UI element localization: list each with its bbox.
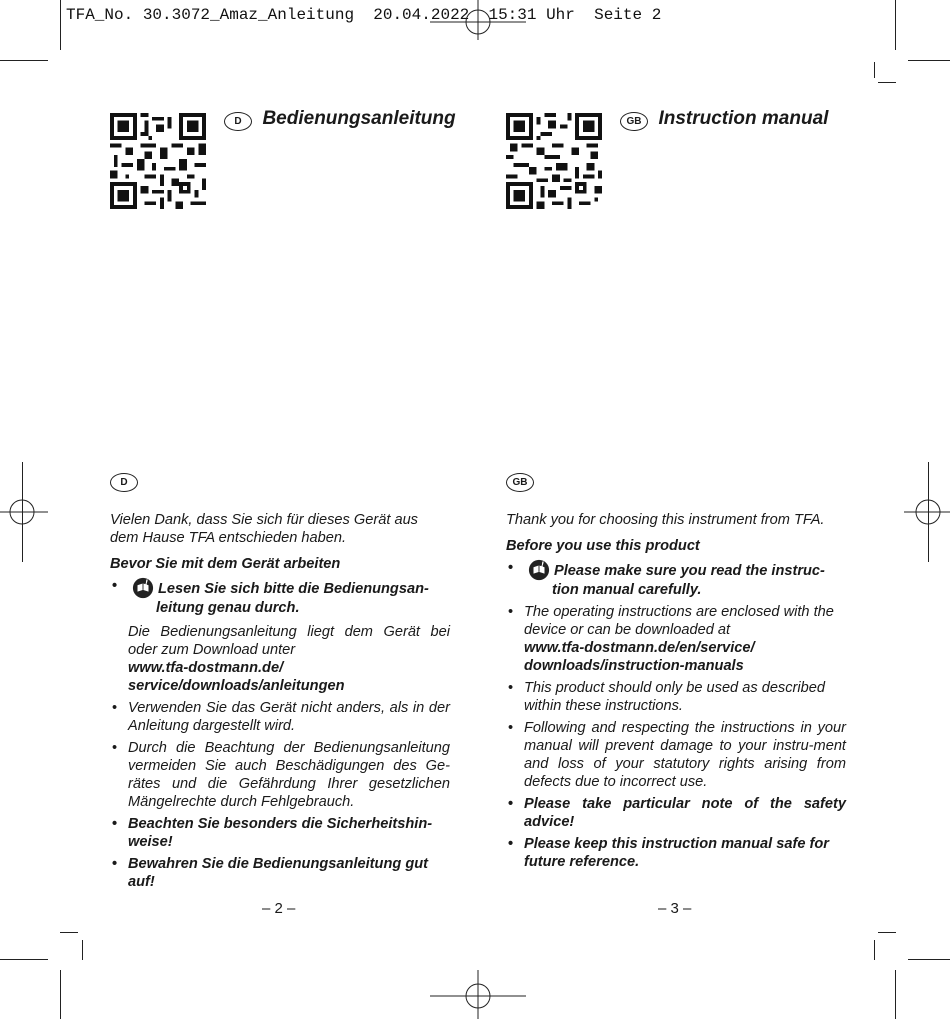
header-date: 20.04.2022 bbox=[373, 6, 470, 24]
header-filename: TFA_No. 30.3072_Amaz_Anleitung bbox=[66, 6, 355, 24]
right-page-title: Instruction manual bbox=[658, 108, 829, 129]
left-section-badge-wrap bbox=[110, 472, 138, 492]
intro-text: Thank you for choosing this instrument from TFA. bbox=[506, 512, 825, 528]
section-badge-gb: GB bbox=[506, 473, 534, 492]
bullet-text: Verwenden Sie das Gerät nicht anders, als in der Anleitung dargestellt wird. bbox=[128, 700, 450, 734]
bullet-text: Please take particular note of the safety advice! bbox=[524, 796, 846, 830]
right-title-block bbox=[620, 108, 828, 131]
list-item: • ! Lesen Sie sich bitte die Bedienungsan- leitung genau durch. bbox=[110, 577, 450, 617]
right-body bbox=[506, 511, 846, 871]
qr-code-left bbox=[110, 113, 206, 209]
right-section-badge-wrap bbox=[506, 472, 534, 492]
bullet-text-cont: tion manual carefully. bbox=[552, 582, 702, 598]
bullet-text: Please keep this instruction manual safe for future reference. bbox=[524, 836, 829, 870]
section-heading: Bevor Sie mit dem Gerät arbeiten bbox=[110, 556, 341, 572]
bullet-text: The operating instructions are enclosed with the device or can be downloaded at bbox=[524, 604, 834, 638]
bullet-text: Please make sure you read the instruc- bbox=[554, 563, 825, 579]
list-item: • Following and respecting the instructions in your manual will prevent damage to your instru-ment and loss of your statutory rights arising from defects due to incorrect use. bbox=[508, 720, 846, 790]
list-item: • Please keep this instruction manual safe for future reference. bbox=[508, 836, 829, 870]
bullet-text: Durch die Beachtung der Bedienungsanleitung vermeiden Sie auch Beschädigungen des Ge-rätes und die Gefährdung Ihrer gesetzlichen Mängelrechte durch Fehlgebrauch. bbox=[128, 740, 450, 810]
list-item: • Durch die Beachtung der Bedienungsanleitung vermeiden Sie auch Beschädigungen des Ge-rätes und die Gefährdung Ihrer gesetzlichen Mängelrechte durch Fehlgebrauch. bbox=[112, 740, 450, 810]
read-manual-icon bbox=[528, 559, 550, 581]
download-link-cont[interactable]: service/downloads/anleitungen bbox=[128, 678, 345, 694]
list-item: • The operating instructions are enclosed with the device or can be downloaded at www.tfa-dostmann.de/en/service/ downloads/instruction-manuals bbox=[506, 603, 846, 675]
list-item: • Please take particular note of the safety advice! bbox=[508, 796, 846, 830]
list-item: • ! Please make sure you read the instruc- tion manual carefully. bbox=[506, 559, 846, 599]
header-page: Seite 2 bbox=[594, 6, 662, 24]
bullet-text: Lesen Sie sich bitte die Bedienungsan- bbox=[158, 581, 429, 597]
read-manual-icon bbox=[132, 577, 154, 599]
bullet-text: Bewahren Sie die Bedienungsanleitung gut auf! bbox=[128, 856, 429, 890]
bullet-text-cont: leitung genau durch. bbox=[156, 600, 300, 616]
qr-code-right bbox=[506, 113, 602, 209]
list-item: • Beachten Sie besonders die Sicherheitshin-weise! bbox=[112, 816, 433, 850]
section-heading: Before you use this product bbox=[506, 538, 700, 554]
page-number-left: – 2 – bbox=[262, 900, 296, 917]
download-link[interactable]: www.tfa-dostmann.de/en/service/ bbox=[524, 640, 755, 656]
language-badge-gb: GB bbox=[620, 112, 648, 131]
download-paragraph: Die Bedienungsanleitung liegt dem Gerät bei oder zum Download unter bbox=[128, 624, 450, 658]
bullet-text: Beachten Sie besonders die Sicherheitshin-weise! bbox=[128, 816, 433, 850]
download-link[interactable]: www.tfa-dostmann.de/ bbox=[128, 660, 284, 676]
left-page-title: Bedienungsanleitung bbox=[262, 108, 456, 129]
left-body bbox=[110, 511, 450, 891]
svg-text:!: ! bbox=[144, 577, 149, 587]
left-title-block bbox=[224, 108, 456, 131]
header-time: 15:31 Uhr bbox=[488, 6, 575, 24]
language-badge-de: D bbox=[224, 112, 252, 131]
bullet-text: Following and respecting the instructions in your manual will prevent damage to your instru-ment and loss of your statutory rights arising from defects due to incorrect use. bbox=[524, 720, 846, 790]
bullet-text: This product should only be used as described within these instructions. bbox=[524, 680, 825, 714]
download-link-cont[interactable]: downloads/instruction-manuals bbox=[524, 658, 744, 674]
page-number-right: – 3 – bbox=[658, 900, 692, 917]
section-badge-de: D bbox=[110, 473, 138, 492]
list-item: • Bewahren Sie die Bedienungsanleitung gut auf! bbox=[112, 856, 429, 890]
intro-text: Vielen Dank, dass Sie sich für dieses Gerät aus dem Hause TFA entschieden haben. bbox=[110, 512, 418, 546]
svg-text:!: ! bbox=[540, 559, 545, 569]
list-item: • This product should only be used as described within these instructions. bbox=[508, 680, 825, 714]
list-item: • Verwenden Sie das Gerät nicht anders, als in der Anleitung dargestellt wird. bbox=[112, 700, 450, 734]
